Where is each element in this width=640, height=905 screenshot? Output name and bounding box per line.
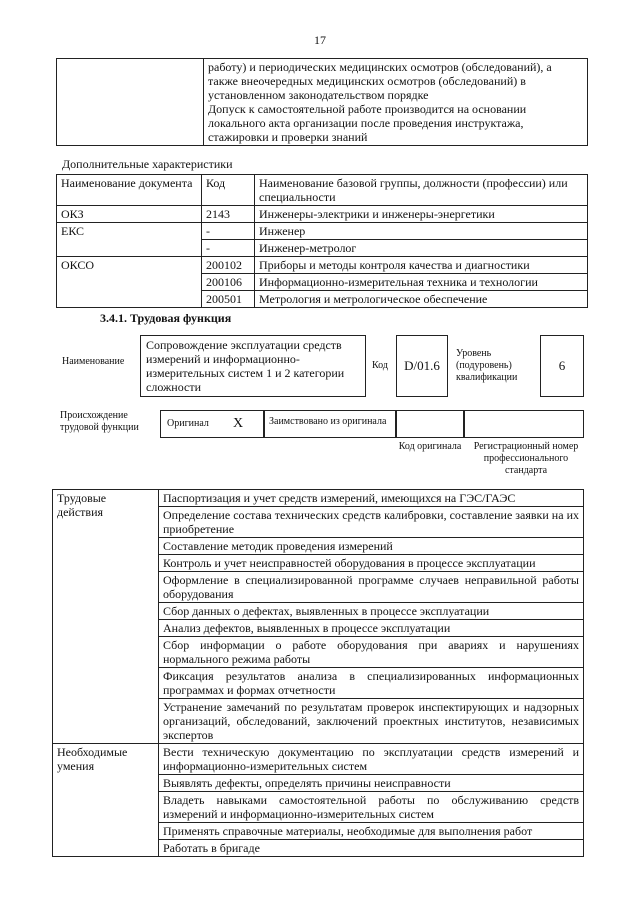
row-code: - — [202, 223, 255, 240]
additional-table — [56, 174, 588, 308]
row-doc: ОКСО — [57, 257, 202, 308]
top-line: Допуск к самостоятельной работе производится на основании — [208, 102, 527, 116]
table-header-row — [57, 175, 588, 206]
orig-code-box — [396, 410, 464, 438]
skills-label: Необходимые умения — [53, 744, 159, 857]
row-name: Метрология и метрологическое обеспечение — [255, 291, 588, 308]
action-item: Анализ дефектов, выявленных в процессе эксплуатации — [159, 620, 584, 637]
top-table-text-cell — [204, 59, 588, 146]
action-item: Оформление в специализированной программе случаев неправильной работы оборудования — [159, 572, 584, 603]
function-code: D/01.6 — [404, 358, 440, 373]
header-doc: Наименование документа — [57, 175, 202, 206]
table-row — [57, 206, 588, 223]
top-table — [56, 58, 588, 146]
level-box — [540, 335, 584, 397]
row-doc: ОКЗ — [57, 206, 202, 223]
row-code: - — [202, 240, 255, 257]
header-name: Наименование базовой группы, должности (профессии) или специальности — [255, 175, 588, 206]
top-line: локального акта организации после проведения инструктажа, — [208, 116, 524, 130]
original-label: Оригинал — [167, 418, 209, 429]
skill-item: Вести техническую документацию по эксплуатации средств измерений и информационно-измерительных систем — [159, 744, 584, 775]
action-item: Устранение замечаний по результатам проверок инспектирующих и надзорных организаций, обследований, заключений проектных институтов, независимых экспертов — [159, 699, 584, 744]
code-label: Код — [372, 360, 388, 371]
top-line: стажировки и проверки знаний — [208, 130, 368, 144]
row-name: Инженер-метролог — [255, 240, 588, 257]
skill-item: Работать в бригаде — [159, 840, 584, 857]
top-table-empty-cell — [57, 59, 204, 146]
level-label: Уровень (подуровень) квалификации — [456, 348, 518, 383]
action-item: Паспортизация и учет средств измерений, имеющихся на ГЭС/ГАЭС — [159, 490, 584, 507]
borrowed-box — [264, 410, 396, 438]
row-doc: ЕКС — [57, 223, 202, 257]
level-value: 6 — [558, 358, 566, 373]
action-item: Определение состава технических средств калибровки, составление заявки на их приобретение — [159, 507, 584, 538]
function-code-box — [396, 335, 448, 397]
top-line: установленном законодательством порядке — [208, 88, 429, 102]
borrowed-label: Заимствовано из оригинала — [269, 416, 387, 427]
row-name: Приборы и методы контроля качества и диагностики — [255, 257, 588, 274]
header-code: Код — [202, 175, 255, 206]
reg-number-box — [464, 410, 584, 438]
skill-item: Применять справочные материалы, необходимые для выполнения работ — [159, 823, 584, 840]
actions-table — [52, 489, 584, 857]
actions-label: Трудовые действия — [53, 490, 159, 744]
row-code: 200106 — [202, 274, 255, 291]
top-line: работу) и периодических медицинских осмотров (обследований), а — [208, 60, 552, 74]
row-name: Инженер — [255, 223, 588, 240]
action-item: Сбор информации о работе оборудования при авариях и нарушениях нормального режима работы — [159, 637, 584, 668]
origin-label: Происхождение трудовой функции — [60, 410, 139, 433]
page-number: 17 — [314, 33, 326, 47]
row-code: 2143 — [202, 206, 255, 223]
function-name-box — [140, 335, 366, 397]
section-heading: 3.4.1. Трудовая функция — [100, 311, 232, 325]
table-row — [57, 223, 588, 240]
row-name: Информационно-измерительная техника и технологии — [255, 274, 588, 291]
row-name: Инженеры-электрики и инженеры-энергетики — [255, 206, 588, 223]
top-line: также внеочередных медицинских осмотров (обследований) в — [208, 74, 526, 88]
table-row — [53, 744, 584, 775]
orig-code-caption: Код оригинала — [398, 441, 462, 452]
additional-title: Дополнительные характеристики — [62, 157, 233, 171]
function-name: Сопровождение эксплуатации средств измерений и информационно-измерительных систем 1 и 2 категории сложности — [146, 338, 345, 394]
action-item: Сбор данных о дефектах, выявленных в процессе эксплуатации — [159, 603, 584, 620]
action-item: Фиксация результатов анализа в специализированных информационных программах и формах отчетности — [159, 668, 584, 699]
skill-item: Выявлять дефекты, определять причины неисправности — [159, 775, 584, 792]
row-code: 200501 — [202, 291, 255, 308]
original-mark: X — [233, 416, 244, 431]
action-item: Составление методик проведения измерений — [159, 538, 584, 555]
table-row — [53, 490, 584, 507]
row-code: 200102 — [202, 257, 255, 274]
action-item: Контроль и учет неисправностей оборудования в процессе эксплуатации — [159, 555, 584, 572]
reg-number-caption: Регистрационный номер профессионального стандарта — [473, 441, 579, 476]
skill-item: Владеть навыками самостоятельной работы по обслуживанию средств измерений и информационно-измерительных систем — [159, 792, 584, 823]
table-row — [57, 257, 588, 274]
original-box — [160, 410, 264, 438]
name-label: Наименование — [62, 356, 125, 367]
